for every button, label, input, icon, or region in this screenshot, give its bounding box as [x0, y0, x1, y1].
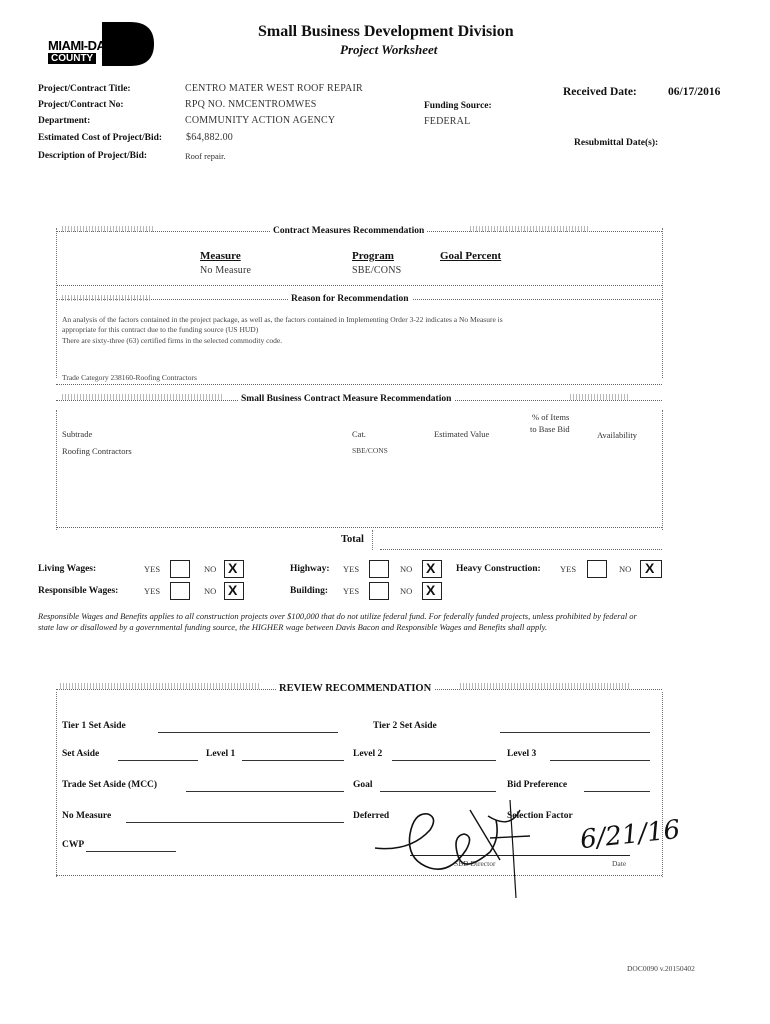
measure-value: No Measure	[200, 265, 252, 276]
living-wages-label: Living Wages:	[38, 564, 97, 574]
bid-preference-label: Bid Preference	[507, 780, 568, 790]
resubmittal-date-label: Resubmittal Date(s):	[574, 138, 659, 148]
reason-title: Reason for Recommendation	[288, 294, 412, 304]
level3-field[interactable]	[550, 760, 650, 761]
funding-source-label: Funding Source:	[424, 101, 492, 111]
trade-category: Trade Category 238160-Roofing Contractors	[62, 373, 197, 382]
director-signature-icon	[370, 790, 550, 900]
total-label: Total	[341, 534, 364, 545]
funding-source-value: FEDERAL	[424, 116, 471, 127]
level2-label: Level 2	[353, 749, 383, 759]
department-label: Department:	[38, 116, 91, 126]
cwp-field[interactable]	[86, 851, 176, 852]
signed-date: 6/21/16	[578, 814, 682, 856]
living-no-mark: X	[228, 560, 238, 576]
highway-yes-checkbox[interactable]	[369, 560, 389, 578]
heavy-no-label: NO	[619, 564, 632, 574]
contract-measures-title: Contract Measures Recommendation	[270, 226, 427, 236]
director-label: SBD Director	[454, 859, 496, 868]
no-measure-field[interactable]	[126, 822, 344, 823]
cwp-label: CWP	[62, 840, 85, 850]
page-subtitle: Project Worksheet	[340, 42, 438, 57]
highway-label: Highway:	[290, 564, 330, 574]
estimated-cost-label: Estimated Cost of Project/Bid:	[38, 133, 163, 143]
set-aside-field[interactable]	[118, 760, 198, 761]
heavy-yes-label: YES	[560, 564, 577, 574]
selection-factor-label: Selection Factor	[507, 811, 573, 821]
form-code: DOC0090 v.20150402	[627, 964, 695, 973]
level1-label: Level 1	[206, 749, 236, 759]
estimated-cost-value: $64,882.00	[186, 132, 233, 143]
goal-label: Goal	[353, 780, 373, 790]
goal-percent-header: Goal Percent	[440, 250, 502, 262]
county-logo	[40, 20, 155, 68]
row-subtrade: Roofing Contractors	[62, 446, 132, 456]
col-availability: Availability	[597, 430, 637, 440]
responsible-yes-checkbox[interactable]	[170, 582, 190, 600]
date-label: Date	[612, 859, 627, 868]
description-value: Roof repair.	[185, 151, 226, 161]
no-measure-label: No Measure	[62, 811, 112, 821]
level2-field[interactable]	[392, 760, 496, 761]
living-yes-label: YES	[144, 564, 161, 574]
page-title: Small Business Development Division	[258, 23, 514, 40]
living-yes-checkbox[interactable]	[170, 560, 190, 578]
deferred-label: Deferred	[353, 811, 390, 821]
building-yes-checkbox[interactable]	[369, 582, 389, 600]
received-date-value: 06/17/2016	[668, 86, 721, 98]
small-business-title: Small Business Contract Measure Recommendation	[238, 394, 454, 404]
responsible-wages-label: Responsible Wages:	[38, 586, 119, 596]
responsible-yes-label: YES	[144, 586, 161, 596]
building-no-label: NO	[400, 586, 413, 596]
highway-no-label: NO	[400, 564, 413, 574]
reason-line-2: appropriate for this contract due to the funding source (US HUD)	[62, 325, 259, 334]
project-title-value: CENTRO MATER WEST ROOF REPAIR	[185, 83, 363, 94]
responsible-no-label: NO	[204, 586, 217, 596]
reason-line-1: An analysis of the factors contained in the project package, as well as, the factors contained in Implementing Order 3-22 indicates a No Measure is	[62, 315, 503, 324]
reason-line-3: There are sixty-three (63) certified firms in the selected commodity code.	[62, 336, 283, 345]
building-no-mark: X	[426, 582, 436, 598]
program-value: SBE/CONS	[352, 265, 402, 276]
level3-label: Level 3	[507, 749, 537, 759]
highway-yes-label: YES	[343, 564, 360, 574]
program-header: Program	[352, 250, 394, 262]
description-label: Description of Project/Bid:	[38, 151, 148, 161]
received-date-label: Received Date:	[563, 86, 637, 98]
row-cat: SBE/CONS	[352, 446, 388, 455]
review-title: REVIEW RECOMMENDATION	[276, 683, 434, 694]
trade-set-aside-label: Trade Set Aside (MCC)	[62, 780, 158, 790]
building-yes-label: YES	[343, 586, 360, 596]
heavy-no-mark: X	[645, 560, 655, 576]
level1-field[interactable]	[242, 760, 344, 761]
heavy-construction-label: Heavy Construction:	[456, 564, 541, 574]
col-pct-line2: to Base Bid	[530, 424, 570, 434]
set-aside-label: Set Aside	[62, 749, 100, 759]
tier1-field[interactable]	[158, 732, 338, 733]
project-number-label: Project/Contract No:	[38, 100, 124, 110]
highway-no-mark: X	[426, 560, 436, 576]
measure-header: Measure	[200, 250, 241, 262]
department-value: COMMUNITY ACTION AGENCY	[185, 115, 336, 126]
responsible-no-mark: X	[228, 582, 238, 598]
col-cat: Cat.	[352, 429, 366, 439]
project-title-label: Project/Contract Title:	[38, 84, 131, 94]
bid-preference-field[interactable]	[584, 791, 650, 792]
building-label: Building:	[290, 586, 329, 596]
heavy-yes-checkbox[interactable]	[587, 560, 607, 578]
col-pct-line1: % of Items	[532, 412, 570, 422]
tier2-field[interactable]	[500, 732, 650, 733]
wages-note: Responsible Wages and Benefits applies to all construction projects over $100,000 that do not utilize federal fund. For federally funded projects, unless prohibited by federal or state law or disallowed by a governmental funding source, the HIGHER wage between Davis Bacon and Responsible Wages and Benefits shall apply.	[38, 611, 637, 632]
living-no-label: NO	[204, 564, 217, 574]
tier1-label: Tier 1 Set Aside	[62, 721, 126, 731]
col-estimated-value: Estimated Value	[434, 429, 490, 439]
logo-text-bottom: COUNTY	[48, 53, 96, 64]
trade-set-aside-field[interactable]	[186, 791, 344, 792]
col-subtrade: Subtrade	[62, 429, 93, 439]
logo-text-top: MIAMI-DADE	[48, 38, 123, 53]
tier2-label: Tier 2 Set Aside	[373, 721, 437, 731]
project-number-value: RPQ NO. NMCENTROMWES	[185, 99, 317, 110]
